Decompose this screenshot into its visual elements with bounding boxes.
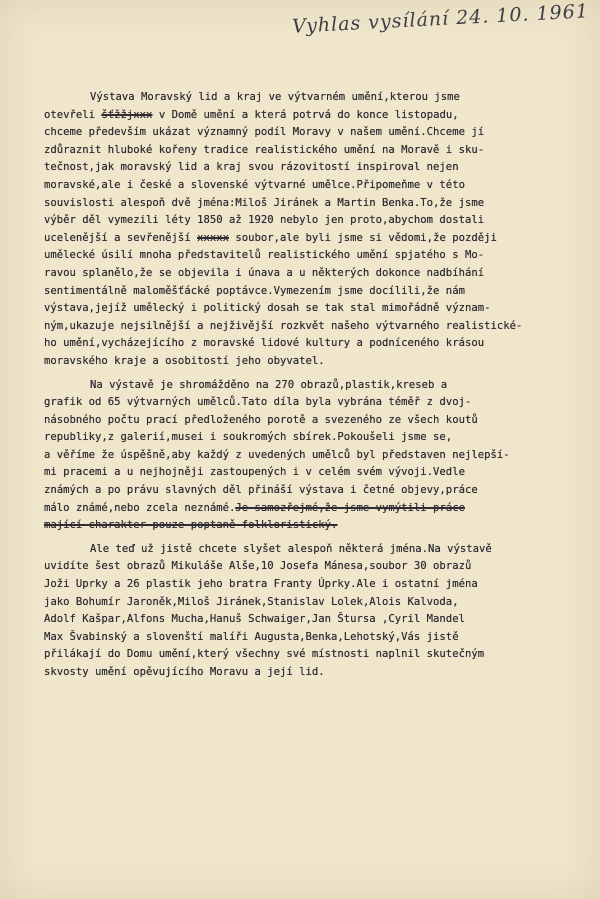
text-line — [44, 142, 574, 160]
text-segment: ným,ukazuje nejsilnější a nejživější rozkvět našeho výtvarného realistické- — [44, 319, 523, 332]
text-segment: Ale teď už jistě chcete slyšet alespoň některá jména.Na výstavě — [90, 542, 492, 555]
typewritten-text — [44, 89, 574, 682]
text-line — [44, 629, 574, 647]
text-segment: přilákají do Domu umění,který všechny své místnosti naplnil skutečným — [44, 648, 485, 661]
text-segment: chceme především ukázat významný podíl Moravy v našem umění.Chceme jí — [44, 126, 485, 139]
text-segment: známých a po právu slavných děl přináší výstava i četné objevy,práce — [44, 484, 478, 497]
text-line — [90, 377, 574, 395]
text-line — [44, 576, 574, 594]
text-segment: málo známé,nebo zcela neznámé. — [44, 501, 236, 514]
text-segment: ravou splanělo,že se objevila i únava a u některých dokonce nadbíhání — [44, 266, 485, 279]
text-segment: zdůraznit hluboké kořeny tradice realistického umění na Moravě i sku- — [44, 143, 485, 156]
text-segment: republiky,z galerií,musei i soukromých sbírek.Pokoušeli jsme se, — [44, 431, 453, 444]
text-segment: mi pracemi a u nejhojněji zastoupených i v celém svém vývoji.Vedle — [44, 466, 465, 479]
text-segment: moravské,ale i české a slovenské výtvarné umělce.Připomeňme v této — [44, 178, 465, 191]
text-segment: souvislosti alespoň dvě jména:Miloš Jiránek a Martin Benka.To,že jsme — [44, 196, 485, 209]
text-segment: Výstava Moravský lid a kraj ve výtvarném umění,kterou jsme — [90, 91, 460, 103]
text-line — [44, 335, 574, 353]
text-line — [44, 394, 574, 412]
text-line — [44, 247, 574, 265]
text-segment: otevřeli — [44, 108, 102, 121]
text-segment: násobného počtu prací předloženého porotě a svezeného ze všech koutů — [44, 413, 478, 426]
struck-text: Je samozřejmé,že jsme vymýtili práce — [235, 501, 465, 514]
text-segment: soubor,ale byli jsme si vědomi,že později — [228, 231, 497, 244]
text-line — [44, 124, 574, 142]
text-segment: Joži Uprky a 26 plastik jeho bratra Franty Úprky.Ale i ostatní jména — [44, 578, 478, 591]
text-line — [44, 195, 574, 213]
text-segment: v Domě umění a která potrvá do konce listopadu, — [152, 108, 459, 121]
text-line — [90, 89, 574, 107]
overtyped-text: xxxxx — [197, 231, 229, 244]
text-line — [44, 594, 574, 612]
text-line — [44, 611, 574, 629]
text-line — [44, 412, 574, 430]
text-line — [44, 482, 574, 500]
text-line — [44, 517, 574, 535]
text-line — [44, 300, 574, 318]
struck-text: mající charakter pouze poptaně folkloristický. — [44, 519, 338, 532]
text-line — [44, 177, 574, 195]
text-line — [44, 353, 574, 371]
text-line — [44, 265, 574, 283]
text-segment: výběr děl vymezili léty 1850 až 1920 nebylo jen proto,abychom dostali — [44, 214, 485, 227]
text-line — [44, 464, 574, 482]
text-segment: Adolf Kašpar,Alfons Mucha,Hanuš Schwaiger,Jan Štursa ,Cyril Mandel — [44, 613, 465, 626]
text-line — [44, 283, 574, 301]
text-segment: výstava,jejíž umělecký i politický dosah se tak stal mimořádně význam- — [44, 302, 491, 315]
text-line — [44, 230, 574, 248]
text-line — [44, 429, 574, 447]
text-segment: grafik od 65 výtvarných umělců.Tato díla byla vybrána téměř z dvoj- — [44, 396, 472, 409]
text-line — [44, 646, 574, 664]
handwritten-annotation: Vyhlas vysílání 24. 10. 1961 — [291, 0, 590, 38]
text-segment: jako Bohumír Jaroněk,Miloš Jiránek,Stanislav Lolek,Alois Kalvoda, — [44, 595, 459, 608]
text-line — [44, 159, 574, 177]
text-segment: sentimentálně maloměšťácké poptávce.Vymezením jsme docílili,že nám — [44, 284, 465, 297]
text-line — [90, 541, 574, 559]
text-segment: a věříme že úspěšně,aby každý z uvedených umělců byl představen nejlepší- — [44, 448, 510, 461]
text-segment: tečnost,jak moravský lid a kraj svou rázovitostí inspiroval nejen — [44, 161, 459, 174]
text-segment: Max Švabinský a slovenští malíři Augusta,Benka,Lehotský,Vás jistě — [44, 630, 459, 643]
text-line — [44, 107, 574, 125]
text-line — [44, 318, 574, 336]
text-segment: umělecké úsilí mnoha představitelů realistického umění spjatého s Mo- — [44, 249, 485, 262]
text-line — [44, 447, 574, 465]
text-segment: uvidíte šest obrazů Mikuláše Alše,10 Josefa Mánesa,soubor 30 obrazů — [44, 560, 472, 573]
text-segment: moravského kraje a osobitostí jeho obyvatel. — [44, 354, 325, 367]
text-line — [44, 558, 574, 576]
text-line — [44, 500, 574, 518]
text-segment: ho umění,vycházejícího z moravské lidové kultury a podníceného krásou — [44, 337, 485, 350]
overtyped-text: šťžžjxxx — [101, 108, 153, 121]
text-line — [44, 212, 574, 230]
text-segment: ucelenější a sevřenější — [44, 231, 198, 244]
text-segment: skvosty umění opěvujícího Moravu a její lid. — [44, 666, 325, 678]
text-line — [44, 664, 574, 682]
text-segment: Na výstavě je shromážděno na 270 obrazů,plastik,kreseb a — [90, 378, 448, 391]
